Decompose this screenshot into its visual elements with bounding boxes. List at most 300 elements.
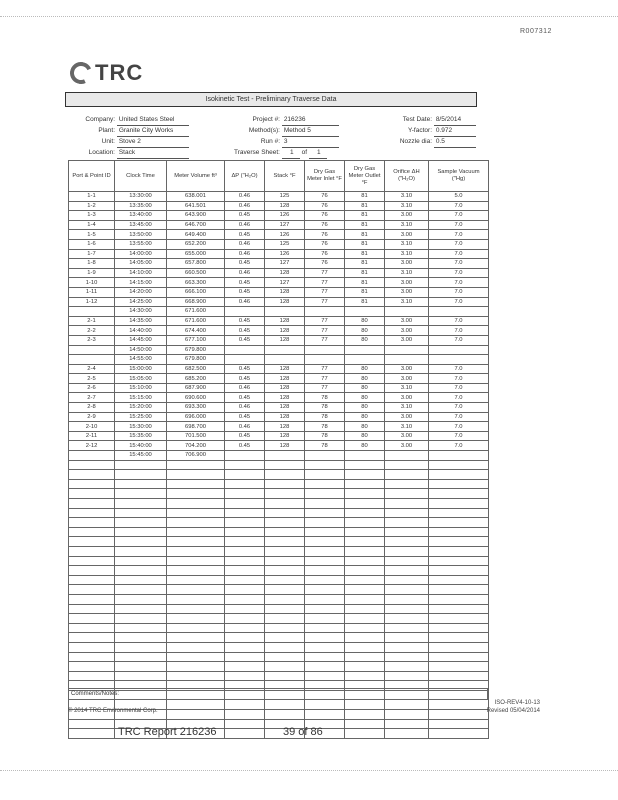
table-cell — [385, 710, 429, 720]
table-cell — [225, 460, 265, 470]
table-row — [69, 633, 489, 643]
table-cell: 3.10 — [385, 220, 429, 230]
table-cell: 641.501 — [167, 201, 225, 211]
table-cell: 80 — [345, 431, 385, 441]
table-cell — [69, 527, 115, 537]
table-cell: 3.10 — [385, 403, 429, 413]
table-cell: 7.0 — [429, 383, 489, 393]
table-cell — [167, 537, 225, 547]
table-cell — [305, 546, 345, 556]
nozzle-label: Nozzle dia: — [399, 138, 432, 145]
table-cell: 657.800 — [167, 259, 225, 269]
table-cell — [345, 614, 385, 624]
test-date-label: Test Date: — [402, 116, 432, 123]
table-cell: 14:25:00 — [115, 297, 167, 307]
table-cell: 0.45 — [225, 287, 265, 297]
table-cell: 3.00 — [385, 412, 429, 422]
table-row — [69, 585, 489, 595]
table-cell: 81 — [345, 287, 385, 297]
table-cell — [265, 499, 305, 509]
table-cell — [69, 604, 115, 614]
table-row — [69, 575, 489, 585]
company-label: Company: — [85, 116, 115, 123]
table-row — [69, 374, 489, 384]
table-cell — [385, 527, 429, 537]
table-row — [69, 383, 489, 393]
table-cell — [167, 566, 225, 576]
table-cell — [345, 345, 385, 355]
table-cell — [265, 710, 305, 720]
table-cell — [265, 633, 305, 643]
table-cell: 14:10:00 — [115, 268, 167, 278]
table-cell — [385, 729, 429, 739]
table-cell — [115, 556, 167, 566]
table-cell — [167, 604, 225, 614]
table-cell: 2-7 — [69, 393, 115, 403]
table-cell: 77 — [305, 364, 345, 374]
table-cell: 706.900 — [167, 451, 225, 461]
table-cell — [429, 585, 489, 595]
table-cell: 0.46 — [225, 297, 265, 307]
table-cell: 127 — [265, 220, 305, 230]
table-cell: 80 — [345, 374, 385, 384]
table-cell — [345, 518, 385, 528]
table-row — [69, 671, 489, 681]
table-row — [69, 460, 489, 470]
company-value: United States Steel — [117, 115, 189, 126]
table-row — [69, 211, 489, 221]
table-cell — [225, 546, 265, 556]
table-row — [69, 623, 489, 633]
table-cell: 81 — [345, 259, 385, 269]
trc-logo-icon — [67, 59, 95, 87]
table-cell: 3.10 — [385, 383, 429, 393]
table-row — [69, 508, 489, 518]
table-cell: 3.00 — [385, 278, 429, 288]
table-cell — [265, 700, 305, 710]
table-cell: 0.45 — [225, 278, 265, 288]
table-row — [69, 364, 489, 374]
table-cell — [429, 451, 489, 461]
table-cell — [69, 479, 115, 489]
table-cell: 3.00 — [385, 393, 429, 403]
table-cell: 15:30:00 — [115, 422, 167, 432]
table-cell: 677.100 — [167, 335, 225, 345]
table-cell: 1-9 — [69, 268, 115, 278]
table-cell: 690.600 — [167, 393, 225, 403]
table-cell — [69, 546, 115, 556]
table-cell — [167, 700, 225, 710]
table-cell — [429, 566, 489, 576]
column-header: ΔP ("H₂O) — [225, 161, 265, 192]
table-cell: 77 — [305, 335, 345, 345]
table-cell — [429, 671, 489, 681]
table-cell — [385, 623, 429, 633]
table-cell: 3.00 — [385, 230, 429, 240]
table-row — [69, 403, 489, 413]
table-cell — [429, 594, 489, 604]
table-cell — [345, 546, 385, 556]
table-cell: 81 — [345, 192, 385, 202]
table-cell — [69, 355, 115, 365]
table-cell — [167, 575, 225, 585]
table-cell — [69, 537, 115, 547]
table-cell — [305, 307, 345, 317]
table-cell: 1-8 — [69, 259, 115, 269]
table-cell — [265, 460, 305, 470]
table-cell — [429, 489, 489, 499]
table-cell: 7.0 — [429, 364, 489, 374]
table-cell: 7.0 — [429, 268, 489, 278]
table-cell: 0.45 — [225, 431, 265, 441]
table-cell — [345, 355, 385, 365]
table-cell — [345, 566, 385, 576]
table-cell: 80 — [345, 335, 385, 345]
table-row — [69, 268, 489, 278]
table-cell: 0.45 — [225, 316, 265, 326]
table-cell: 128 — [265, 441, 305, 451]
table-cell — [305, 633, 345, 643]
table-cell: 7.0 — [429, 297, 489, 307]
table-cell: 0.46 — [225, 422, 265, 432]
table-cell — [429, 499, 489, 509]
scan-noise-top — [0, 16, 618, 21]
table-cell — [305, 355, 345, 365]
table-cell: 0.46 — [225, 192, 265, 202]
table-cell: 77 — [305, 297, 345, 307]
table-cell — [429, 537, 489, 547]
table-cell — [69, 575, 115, 585]
table-cell — [345, 585, 385, 595]
unit-label: Unit: — [101, 138, 115, 145]
table-cell: 78 — [305, 403, 345, 413]
table-cell — [429, 479, 489, 489]
table-cell — [115, 499, 167, 509]
table-cell: 3.00 — [385, 374, 429, 384]
table-cell: 3.10 — [385, 239, 429, 249]
table-row — [69, 297, 489, 307]
table-row — [69, 316, 489, 326]
table-cell — [167, 710, 225, 720]
table-cell — [225, 499, 265, 509]
table-cell: 128 — [265, 383, 305, 393]
table-cell — [345, 652, 385, 662]
table-cell — [265, 470, 305, 480]
table-cell: 81 — [345, 201, 385, 211]
table-cell — [305, 518, 345, 528]
table-cell: 701.500 — [167, 431, 225, 441]
table-cell: 13:40:00 — [115, 211, 167, 221]
table-cell: 77 — [305, 316, 345, 326]
table-cell: 7.0 — [429, 326, 489, 336]
table-cell: 704.200 — [167, 441, 225, 451]
table-cell — [385, 566, 429, 576]
table-cell — [225, 642, 265, 652]
table-cell: 2-12 — [69, 441, 115, 451]
table-cell — [345, 710, 385, 720]
table-cell: 15:40:00 — [115, 441, 167, 451]
table-row — [69, 489, 489, 499]
table-cell — [345, 470, 385, 480]
table-cell: 15:25:00 — [115, 412, 167, 422]
table-cell — [429, 527, 489, 537]
table-cell — [385, 662, 429, 672]
table-cell: 15:35:00 — [115, 431, 167, 441]
table-cell: 0.45 — [225, 412, 265, 422]
table-cell — [115, 518, 167, 528]
table-cell — [167, 460, 225, 470]
table-row — [69, 527, 489, 537]
table-cell — [385, 614, 429, 624]
table-cell — [167, 527, 225, 537]
table-cell: 0.46 — [225, 383, 265, 393]
table-cell — [305, 594, 345, 604]
table-cell — [225, 479, 265, 489]
revised-date: Revised 05/04/2014 — [486, 708, 540, 714]
table-cell — [69, 451, 115, 461]
table-cell — [69, 566, 115, 576]
table-cell — [345, 604, 385, 614]
table-cell — [115, 537, 167, 547]
table-cell: 1-1 — [69, 192, 115, 202]
table-cell — [385, 345, 429, 355]
table-cell — [345, 537, 385, 547]
table-cell: 3.00 — [385, 335, 429, 345]
table-cell: 2-5 — [69, 374, 115, 384]
table-cell: 128 — [265, 201, 305, 211]
form-id: ISO-REV4-10-13 — [494, 700, 540, 706]
table-cell: 646.700 — [167, 220, 225, 230]
table-row — [69, 499, 489, 509]
table-cell: 78 — [305, 422, 345, 432]
table-cell: 668.900 — [167, 297, 225, 307]
table-cell — [429, 604, 489, 614]
table-cell — [305, 499, 345, 509]
table-cell — [385, 671, 429, 681]
table-cell — [429, 719, 489, 729]
table-cell — [265, 546, 305, 556]
table-cell — [385, 642, 429, 652]
table-cell — [345, 556, 385, 566]
table-cell — [265, 508, 305, 518]
table-cell: 77 — [305, 326, 345, 336]
table-cell: 679.800 — [167, 355, 225, 365]
table-cell: 652.200 — [167, 239, 225, 249]
table-cell: 693.300 — [167, 403, 225, 413]
traverse-sheet-value: 1 — [282, 148, 300, 159]
table-cell: 2-2 — [69, 326, 115, 336]
table-cell — [115, 575, 167, 585]
table-cell: 1-7 — [69, 249, 115, 259]
table-cell: 128 — [265, 316, 305, 326]
table-cell: 7.0 — [429, 249, 489, 259]
table-cell — [225, 700, 265, 710]
table-cell: 687.900 — [167, 383, 225, 393]
method-label: Method(s): — [248, 127, 280, 134]
table-cell: 7.0 — [429, 220, 489, 230]
table-cell — [345, 633, 385, 643]
table-cell — [167, 479, 225, 489]
table-row — [69, 278, 489, 288]
table-row — [69, 393, 489, 403]
table-cell: 7.0 — [429, 239, 489, 249]
table-cell: 81 — [345, 239, 385, 249]
table-cell: 15:05:00 — [115, 374, 167, 384]
table-header-row — [69, 161, 489, 192]
table-cell: 76 — [305, 239, 345, 249]
table-cell — [385, 470, 429, 480]
table-cell: 671.600 — [167, 307, 225, 317]
table-cell — [167, 623, 225, 633]
table-cell — [429, 633, 489, 643]
y-factor-value: 0.972 — [434, 126, 476, 137]
table-cell — [225, 719, 265, 729]
table-cell — [345, 479, 385, 489]
plant-label: Plant: — [98, 127, 115, 134]
table-cell: 7.0 — [429, 422, 489, 432]
table-cell: 0.45 — [225, 364, 265, 374]
table-cell: 0.45 — [225, 335, 265, 345]
table-row — [69, 614, 489, 624]
table-cell — [305, 652, 345, 662]
table-cell — [385, 460, 429, 470]
table-cell — [305, 642, 345, 652]
table-cell: 2-10 — [69, 422, 115, 432]
table-row — [69, 326, 489, 336]
table-cell: 1-4 — [69, 220, 115, 230]
table-row — [69, 662, 489, 672]
table-cell — [69, 719, 115, 729]
table-row — [69, 479, 489, 489]
table-cell: 1-10 — [69, 278, 115, 288]
table-cell: 128 — [265, 422, 305, 432]
table-cell — [385, 518, 429, 528]
table-cell — [345, 642, 385, 652]
table-cell: 655.000 — [167, 249, 225, 259]
table-cell: 0.45 — [225, 326, 265, 336]
table-row — [69, 239, 489, 249]
table-cell — [385, 451, 429, 461]
table-cell — [167, 470, 225, 480]
table-cell — [305, 470, 345, 480]
table-cell: 127 — [265, 278, 305, 288]
table-cell — [265, 566, 305, 576]
table-cell — [265, 594, 305, 604]
table-cell — [69, 729, 115, 739]
table-cell: 666.100 — [167, 287, 225, 297]
table-cell: 0.45 — [225, 211, 265, 221]
column-header: Sample Vacuum ("Hg) — [429, 161, 489, 192]
table-cell: 14:30:00 — [115, 307, 167, 317]
table-cell — [167, 585, 225, 595]
table-cell — [265, 614, 305, 624]
table-cell: 13:45:00 — [115, 220, 167, 230]
table-cell — [225, 556, 265, 566]
table-cell — [69, 345, 115, 355]
table-cell: 0.46 — [225, 249, 265, 259]
table-cell — [385, 307, 429, 317]
table-cell: 128 — [265, 268, 305, 278]
table-cell: 81 — [345, 278, 385, 288]
table-cell — [265, 652, 305, 662]
table-cell — [69, 662, 115, 672]
table-cell: 3.00 — [385, 441, 429, 451]
table-cell: 14:45:00 — [115, 335, 167, 345]
table-cell — [115, 566, 167, 576]
table-cell: 128 — [265, 297, 305, 307]
table-cell: 81 — [345, 211, 385, 221]
table-row — [69, 451, 489, 461]
table-row — [69, 556, 489, 566]
table-cell — [385, 719, 429, 729]
table-cell: 80 — [345, 441, 385, 451]
table-cell: 0.46 — [225, 239, 265, 249]
table-cell: 2-9 — [69, 412, 115, 422]
table-row — [69, 192, 489, 202]
table-row — [69, 201, 489, 211]
table-cell: 3.10 — [385, 268, 429, 278]
table-cell — [167, 556, 225, 566]
scan-noise-bottom — [0, 770, 618, 775]
table-cell: 3.10 — [385, 297, 429, 307]
table-cell: 128 — [265, 364, 305, 374]
table-cell: 679.800 — [167, 345, 225, 355]
table-cell — [167, 671, 225, 681]
table-cell: 0.45 — [225, 259, 265, 269]
table-cell: 7.0 — [429, 374, 489, 384]
run-value: 3 — [282, 137, 339, 148]
table-cell — [225, 623, 265, 633]
table-cell — [225, 470, 265, 480]
table-cell: 1-6 — [69, 239, 115, 249]
table-cell: 3.00 — [385, 316, 429, 326]
table-cell — [385, 508, 429, 518]
table-row — [69, 220, 489, 230]
table-cell — [225, 451, 265, 461]
traverse-of: of — [301, 149, 308, 156]
table-cell — [345, 499, 385, 509]
table-cell — [305, 508, 345, 518]
table-cell: 80 — [345, 422, 385, 432]
table-cell: 682.500 — [167, 364, 225, 374]
table-cell: 7.0 — [429, 278, 489, 288]
table-cell: 671.600 — [167, 316, 225, 326]
table-cell — [115, 662, 167, 672]
table-cell — [225, 604, 265, 614]
table-cell: 76 — [305, 249, 345, 259]
table-cell: 128 — [265, 374, 305, 384]
table-cell — [429, 518, 489, 528]
table-cell: 643.900 — [167, 211, 225, 221]
table-cell — [225, 585, 265, 595]
table-cell: 3.00 — [385, 259, 429, 269]
table-row — [69, 287, 489, 297]
table-cell — [345, 451, 385, 461]
table-cell: 7.0 — [429, 335, 489, 345]
project-label: Project #: — [252, 116, 280, 123]
table-cell — [265, 604, 305, 614]
table-cell: 3.10 — [385, 201, 429, 211]
table-cell: 76 — [305, 211, 345, 221]
table-row — [69, 355, 489, 365]
table-cell — [167, 518, 225, 528]
unit-value: Stove 2 — [117, 137, 189, 148]
table-cell: 696.000 — [167, 412, 225, 422]
report-name: TRC Report 216236 — [118, 726, 217, 738]
table-cell — [429, 642, 489, 652]
table-cell: 14:05:00 — [115, 259, 167, 269]
table-cell: 7.0 — [429, 259, 489, 269]
